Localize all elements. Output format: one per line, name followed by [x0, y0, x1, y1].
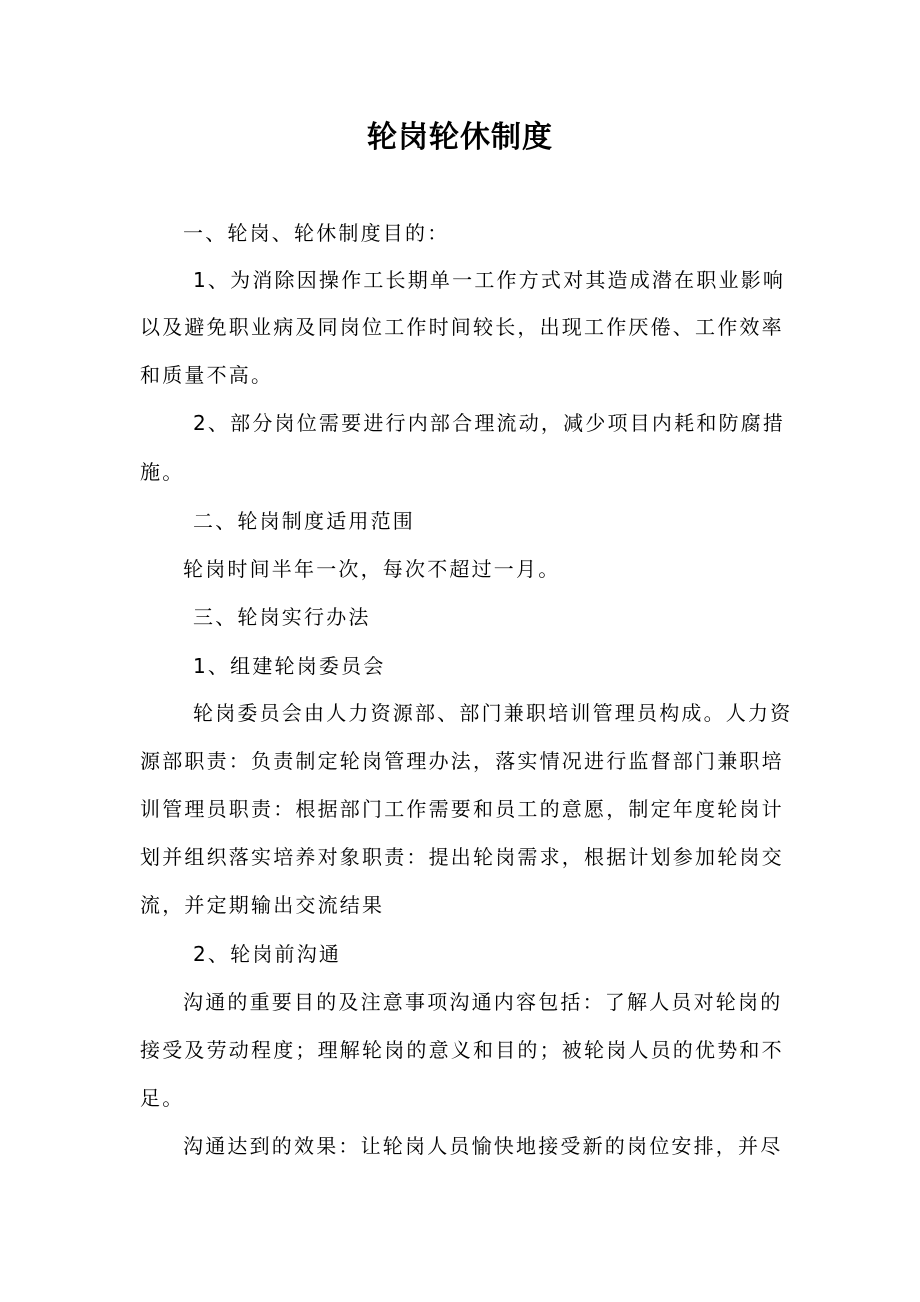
- page-title: 轮岗轮休制度: [367, 120, 553, 155]
- paragraph-line: 源部职责：负责制定轮岗管理办法，落实情况进行监督部门兼职培: [140, 749, 784, 773]
- paragraph-line: 施。: [140, 460, 185, 484]
- paragraph-line: 接受及劳动程度；理解轮岗的意义和目的；被轮岗人员的优势和不: [140, 1038, 784, 1062]
- paragraph-line: 划并组织落实培养对象职责：提出轮岗需求，根据计划参加轮岗交: [140, 845, 784, 869]
- paragraph-line: 轮岗委员会由人力资源部、部门兼职培训管理员构成。人力资: [193, 701, 793, 725]
- paragraph-line: 以及避免职业病及同岗位工作时间较长，出现工作厌倦、工作效率: [140, 315, 784, 339]
- paragraph-line: 沟通的重要目的及注意事项沟通内容包括：了解人员对轮岗的: [183, 990, 783, 1014]
- paragraph-line: 和质量不高。: [140, 363, 274, 387]
- paragraph-line: 训管理员职责：根据部门工作需要和员工的意愿，制定年度轮岗计: [140, 797, 784, 821]
- section-heading-method: 三、轮岗实行办法: [193, 605, 371, 629]
- subsection-heading-committee: 1、组建轮岗委员会: [193, 654, 386, 678]
- paragraph-line: 2、部分岗位需要进行内部合理流动，减少项目内耗和防腐措: [193, 411, 786, 435]
- subsection-heading-communication: 2、轮岗前沟通: [193, 942, 342, 966]
- paragraph-line: 沟通达到的效果：让轮岗人员愉快地接受新的岗位安排，并尽: [183, 1134, 783, 1158]
- paragraph-line: 1、为消除因操作工长期单一工作方式对其造成潜在职业影响: [193, 268, 786, 292]
- section-heading-purpose: 一、轮岗、轮休制度目的：: [183, 221, 450, 245]
- paragraph-line: 轮岗时间半年一次，每次不超过一月。: [183, 557, 561, 581]
- paragraph-line: 流，并定期输出交流结果: [140, 893, 385, 917]
- section-heading-scope: 二、轮岗制度适用范围: [193, 509, 415, 533]
- paragraph-line: 足。: [140, 1086, 185, 1110]
